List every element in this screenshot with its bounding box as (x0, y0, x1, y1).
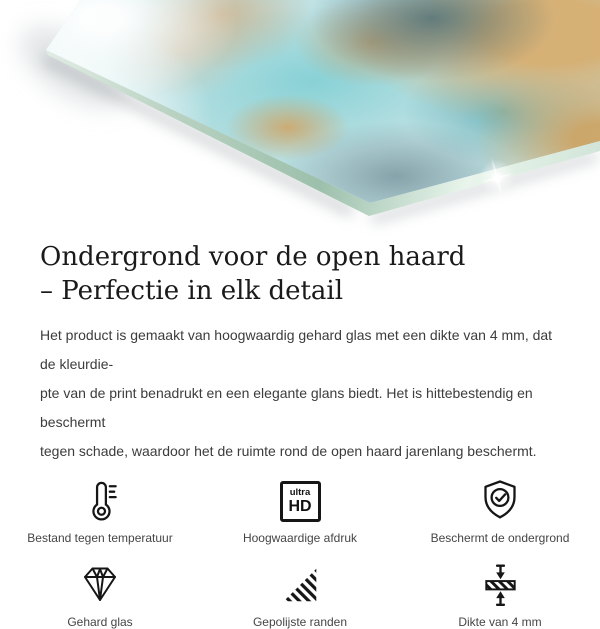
feature-tempered-glass (0, 558, 200, 629)
description-line: pte van de print benadrukt en een elegante glans biedt. Het is hittebestendig en beschermt (40, 385, 533, 430)
title-line-2: – Perfectie in elk detail (40, 276, 344, 306)
feature-label: Hoogwaardige afdruk (242, 531, 358, 545)
ultra-hd-icon-text-bottom: HD (288, 497, 312, 515)
product-image (0, 0, 600, 232)
diamond-icon (76, 558, 124, 608)
feature-label: Dikte van 4 mm (458, 615, 542, 629)
shield-check-icon (476, 474, 524, 524)
feature-label: Bestand tegen temperatuur (27, 531, 173, 545)
feature-polished-edges (200, 558, 400, 629)
feature-thickness (400, 558, 600, 629)
title-line-1: Ondergrond voor de open haard (40, 242, 466, 272)
feature-label: Gehard glas (67, 615, 133, 629)
ultra-hd-icon (280, 474, 321, 524)
ultra-hd-icon-text-top: ultra (289, 487, 311, 499)
thermometer-icon (77, 474, 124, 524)
thickness-icon (477, 558, 524, 608)
feature-temperature (0, 474, 200, 545)
polished-edges-icon (277, 558, 323, 608)
product-description (40, 321, 560, 466)
content-area (0, 240, 600, 466)
feature-protects-surface (400, 474, 600, 545)
feature-grid (0, 474, 600, 629)
feature-label: Beschermt de ondergrond (430, 531, 570, 545)
description-line: Het product is gemaakt van hoogwaardig gehard glas met een dikte van 4 mm, dat de kleurdie- (40, 327, 553, 372)
feature-label: Gepolijste randen (252, 615, 348, 629)
description-line: tegen schade, waardoor het de ruimte rond de open haard jarenlang beschermt. (40, 443, 537, 459)
feature-print-quality (200, 474, 400, 545)
page-title (40, 240, 560, 308)
